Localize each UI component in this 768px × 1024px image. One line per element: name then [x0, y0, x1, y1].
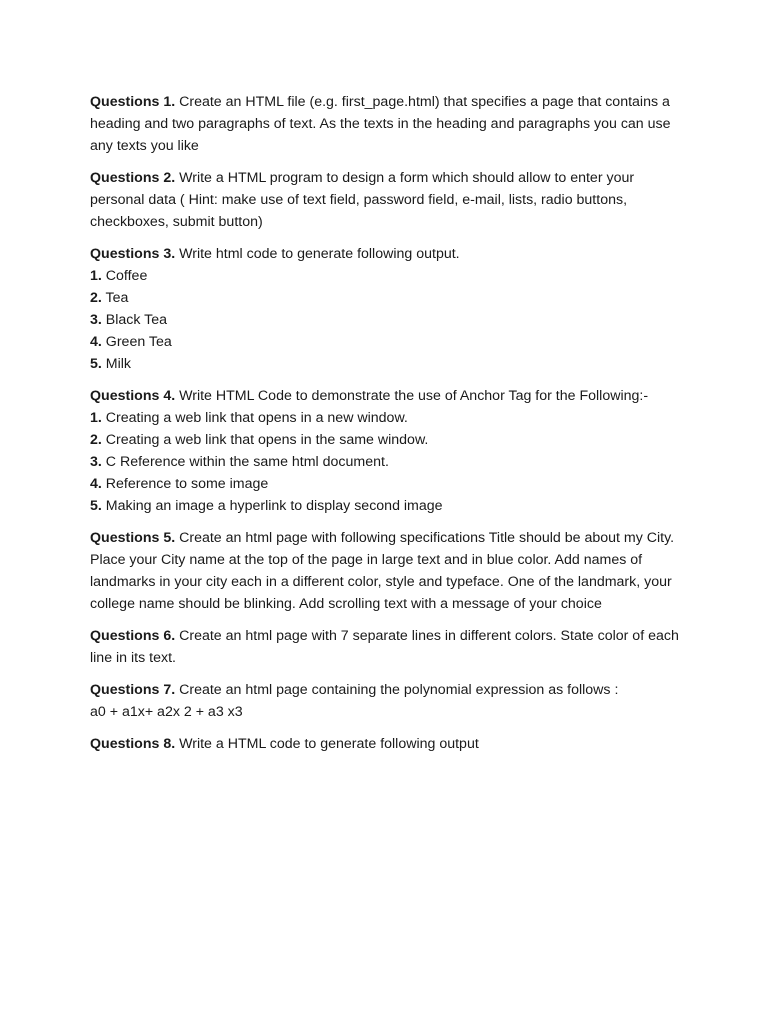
question-3-label: Questions 3. — [90, 246, 176, 262]
question-6 — [90, 625, 690, 669]
list-item-text: Reference to some image — [105, 476, 269, 492]
list-item-number: 3. — [90, 454, 102, 470]
question-1-text: Create an HTML file (e.g. first_page.html) that specifies a page that contains a heading and two paragraphs of text. As the texts in the heading and paragraphs you can use any texts you like — [90, 94, 671, 154]
polynomial-expression: a0 + a1x+ a2x 2 + a3 x3 — [90, 704, 243, 720]
question-1-text-block — [90, 91, 690, 157]
list-item-number: 4. — [90, 334, 102, 350]
list-item — [90, 407, 690, 429]
list-item-number: 3. — [90, 312, 102, 328]
list-item-number: 5. — [90, 498, 102, 514]
list-item-text: Creating a web link that opens in the same window. — [105, 432, 429, 448]
question-3 — [90, 243, 690, 375]
list-item — [90, 495, 690, 517]
list-item — [90, 331, 690, 353]
list-item-number: 5. — [90, 356, 102, 372]
list-item-number: 2. — [90, 432, 102, 448]
question-7-text-block — [90, 679, 690, 701]
document-page — [90, 91, 690, 765]
question-3-text: Write html code to generate following output. — [179, 246, 460, 262]
list-item-text: Green Tea — [105, 334, 172, 350]
question-7-label: Questions 7. — [90, 682, 176, 698]
question-5-label: Questions 5. — [90, 530, 176, 546]
question-4 — [90, 385, 690, 517]
question-6-text-block — [90, 625, 690, 669]
list-item — [90, 309, 690, 331]
question-5-text-block — [90, 527, 690, 615]
list-item-number: 1. — [90, 268, 102, 284]
question-1 — [90, 91, 690, 157]
question-7 — [90, 679, 690, 723]
list-item-text: Making an image a hyperlink to display second image — [105, 498, 443, 514]
question-8-text-block — [90, 733, 690, 755]
question-4-label: Questions 4. — [90, 388, 176, 404]
list-item-number: 2. — [90, 290, 102, 306]
question-3-text-block — [90, 243, 690, 265]
list-item-number: 1. — [90, 410, 102, 426]
question-5-text: Create an html page with following specifications Title should be about my City. Place your City name at the top of the page in large text and in blue color. Add names of landmarks in your city each in a different color, style and typeface. One of the landmark, your college name should be blinking. Add scrolling text with a message of your choice — [90, 530, 675, 612]
question-2 — [90, 167, 690, 233]
question-6-text: Create an html page with 7 separate lines in different colors. State color of each line in its text. — [90, 628, 679, 666]
list-item — [90, 265, 690, 287]
list-item-text: Coffee — [105, 268, 148, 284]
question-8 — [90, 733, 690, 755]
list-item — [90, 429, 690, 451]
question-8-text: Write a HTML code to generate following output — [179, 736, 479, 752]
question-2-label: Questions 2. — [90, 170, 176, 186]
list-item — [90, 287, 690, 309]
question-4-text: Write HTML Code to demonstrate the use of Anchor Tag for the Following:- — [179, 388, 649, 404]
question-7-text: Create an html page containing the polynomial expression as follows : — [179, 682, 619, 698]
question-1-label: Questions 1. — [90, 94, 176, 110]
question-6-label: Questions 6. — [90, 628, 176, 644]
list-item-text: C Reference within the same html document. — [105, 454, 389, 470]
list-item-text: Creating a web link that opens in a new window. — [105, 410, 408, 426]
question-5 — [90, 527, 690, 615]
list-item-text: Milk — [105, 356, 132, 372]
question-4-text-block — [90, 385, 690, 407]
list-item — [90, 451, 690, 473]
list-item — [90, 353, 690, 375]
list-item-text: Tea — [105, 290, 129, 306]
list-item — [90, 473, 690, 495]
list-item-number: 4. — [90, 476, 102, 492]
question-8-label: Questions 8. — [90, 736, 176, 752]
question-2-text: Write a HTML program to design a form which should allow to enter your personal data ( Hint: make use of text field, password field, e-mail, lists, radio buttons, checkboxes, submit button) — [90, 170, 635, 230]
question-2-text-block — [90, 167, 690, 233]
list-item-text: Black Tea — [105, 312, 168, 328]
